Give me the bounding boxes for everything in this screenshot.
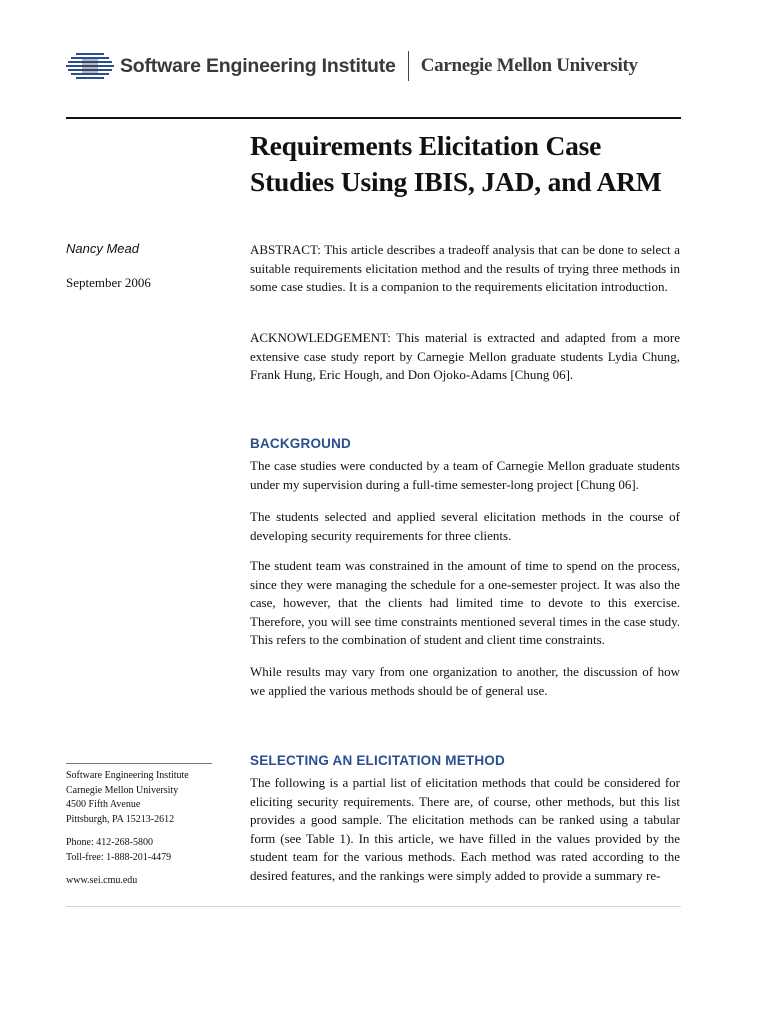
- background-heading: BACKGROUND: [250, 436, 351, 451]
- header-rule: [66, 117, 681, 119]
- logo-divider: [408, 51, 409, 81]
- background-paragraph-3: The student team was constrained in the amount of time to spend on the process, since they were managing the schedule for a one-semester project. It was also the case, however, that the clients had limited time to devote to this exercise. Therefore, you will see time constraints mentioned several times in the case study. This refers to the combination of student and client time constraints.: [250, 558, 680, 647]
- university-name: Carnegie Mellon University: [420, 55, 638, 76]
- address-line-1: Software Engineering Institute: [66, 770, 189, 781]
- publication-date: September 2006: [66, 275, 151, 290]
- footer-rule: [66, 906, 681, 907]
- phone: Phone: 412-268-5800: [66, 837, 153, 848]
- website-link[interactable]: www.sei.cmu.edu: [66, 875, 138, 886]
- header-logo: [66, 46, 638, 86]
- address-line-4: Pittsburgh, PA 15213-2612: [66, 813, 175, 825]
- page-title: [250, 128, 690, 200]
- toll-free: Toll-free: 1-888-201-4479: [66, 851, 172, 863]
- background-paragraph-2: The students selected and applied several elicitation methods in the course of developing security requirements for three clients.: [250, 509, 680, 543]
- address-line-2: Carnegie Mellon University: [66, 784, 179, 796]
- background-paragraph-4: While results may vary from one organization to another, the discussion of how we applied the various methods should be of general use.: [250, 664, 680, 698]
- selecting-paragraph-1: The following is a partial list of elicitation methods that could be considered for eliciting security requirements. There are, of course, other methods, but this list provides a good sample. The elicitation methods can be ranked using a tabular form (see Table 1). In this article, we have filled in the values provided by the student team for the various methods. Each method was rated according to the desired features, and the rankings were simply added to provide a summary re-: [250, 775, 680, 883]
- abstract-block: [250, 241, 680, 297]
- address-line-3: 4500 Fifth Avenue: [66, 799, 141, 810]
- address-block: [66, 769, 226, 889]
- address-rule: [66, 763, 212, 764]
- title-line-1: Requirements Elicitation Case: [250, 130, 602, 161]
- acknowledgement-block: [250, 329, 680, 385]
- acknowledgement-paragraph: ACKNOWLEDGEMENT: This material is extracted and adapted from a more extensive case study report by Carnegie Mellon graduate students Lydia Chung, Frank Hung, Eric Hough, and Don Ojoko-Adams [Chung 06].: [250, 330, 680, 382]
- institute-name: Software Engineering Institute: [120, 54, 396, 77]
- author: Nancy Mead: [66, 241, 139, 256]
- sei-logo-icon: [66, 51, 114, 81]
- abstract-paragraph: ABSTRACT: This article describes a tradeoff analysis that can be done to select a suitable requirements elicitation method and the results of trying three methods in some case studies. It is a companion to the requirements elicitation introduction.: [250, 242, 680, 294]
- selecting-heading: SELECTING AN ELICITATION METHOD: [250, 753, 505, 768]
- title-line-2: Studies Using IBIS, JAD, and ARM: [250, 166, 662, 197]
- background-paragraph-1: The case studies were conducted by a team of Carnegie Mellon graduate students under my supervision during a full-time semester-long project [Chung 06].: [250, 458, 680, 492]
